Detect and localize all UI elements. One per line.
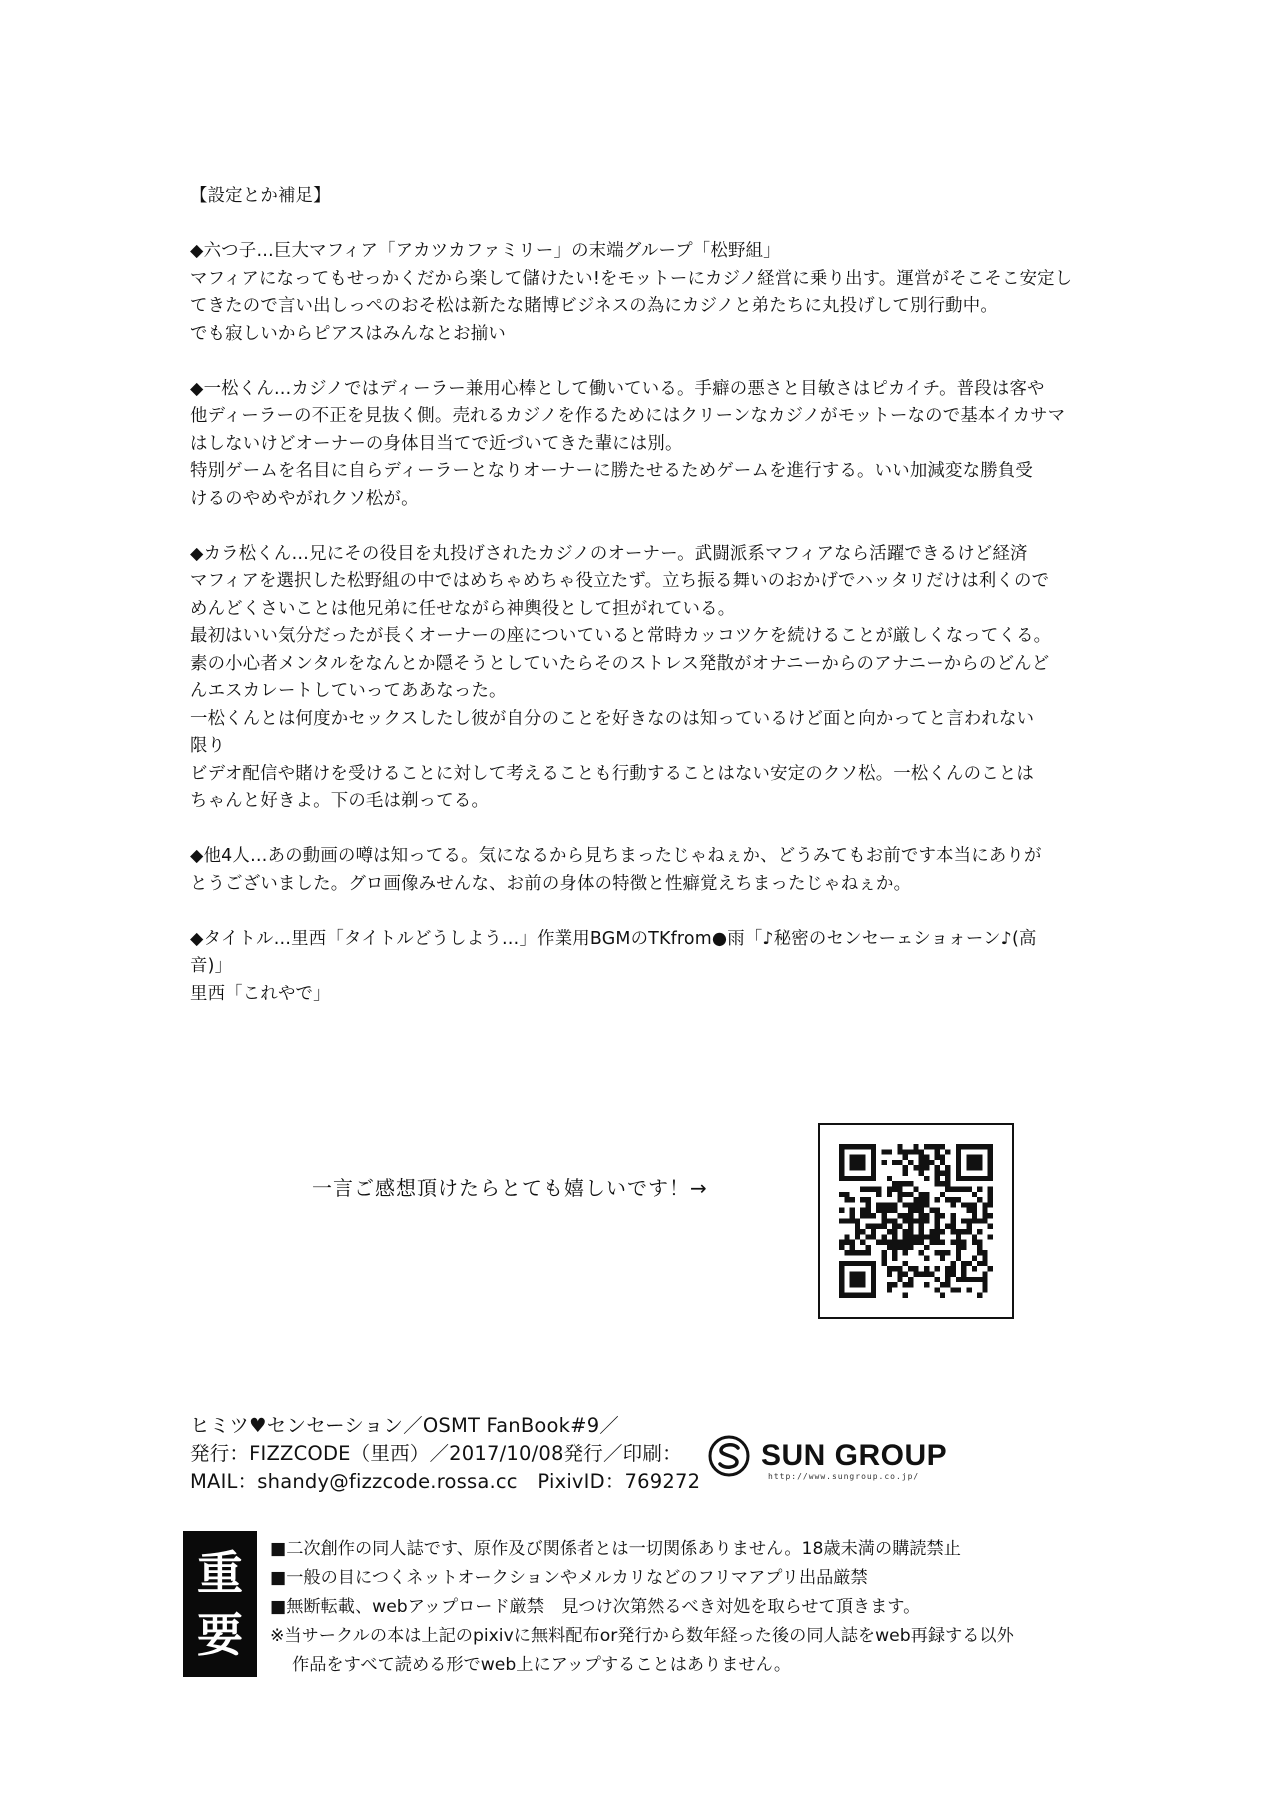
- feedback-request: 一言ご感想頂けたらとても嬉しいです！→: [312, 1176, 708, 1200]
- note-line: ◆六つ子…巨大マフィア「アカツカファミリー」の末端グループ「松野組」: [190, 241, 781, 261]
- spacer: [190, 211, 1105, 239]
- note-line: マフィアになってもせっかくだから楽して儲けたい!をモットーにカジノ経営に乗り出す。運営がそこそこ安定し: [190, 268, 1073, 289]
- note-line: はしないけどオーナーの身体目当てで近づいてきた輩には別。: [190, 433, 683, 454]
- section-sextuplets: [190, 238, 1105, 348]
- qr-code-icon[interactable]: [839, 1144, 993, 1298]
- important-notices: [270, 1535, 1130, 1680]
- section-karamatsu: [190, 541, 1105, 816]
- note-line: 他ディーラーの不正を見抜く側。売れるカジノを作るためにはクリーンなカジノがモットーなので基本イカサマ: [190, 406, 1066, 426]
- book-title-line: [190, 1412, 700, 1440]
- publisher-line: 発行：FIZZCODE（里西）／2017/10/08発行／印刷：: [190, 1442, 682, 1465]
- spacer: [190, 898, 1105, 926]
- colophon: [190, 1412, 700, 1496]
- note-line: でも寂しいからピアスはみんなとお揃い: [190, 323, 506, 344]
- badge-char: 重: [197, 1546, 243, 1600]
- note-line: ◆他4人…あの動画の噂は知ってる。気になるから見ちまったじゃねぇか、どうみてもお前です本当にありが: [190, 846, 1042, 866]
- note-line: 最初はいい気分だったが長くオーナーの座についていると常時カッコツケを続けることが厳しくなってくる。: [190, 626, 1052, 646]
- note-line: 一松くんとは何度かセックスしたし彼が自分のことを好きなのは知っているけど面と向かってと言われない: [190, 708, 1035, 729]
- important-badge: [183, 1531, 257, 1677]
- note-line: 素の小心者メンタルをなんとか隠そうとしていたらそのストレス発散がオナニーからのアナニーからのどんど: [190, 653, 1050, 674]
- note-line: めんどくさいことは他兄弟に任せながら神輿役として担がれている。: [190, 598, 736, 619]
- section-other-four: [190, 843, 1105, 898]
- notice-line: ※当サークルの本は上記のpixivに無料配布or発行から数年経った後の同人誌をweb再録する以外: [270, 1626, 1014, 1646]
- note-line: ◆タイトル…里西「タイトルどうしよう…」作業用BGMのTKfrom●雨「♪秘密のセンセーェショォーン♪(高: [190, 928, 1037, 949]
- spacer: [190, 513, 1105, 541]
- note-line: ちゃんと好きよ。下の毛は剃ってる。: [190, 791, 490, 811]
- printer-name: SUN GROUP: [761, 1439, 948, 1472]
- note-line: 限り: [190, 736, 226, 756]
- note-line: ◆一松くん…カジノではディーラー兼用心棒として働いている。手癖の悪さと目敏さはピカイチ。普段は客や: [190, 378, 1045, 399]
- note-line: とうございました。グロ画像みせんな、お前の身体の特徴と性癖覚えちまったじゃねぇか。: [190, 873, 912, 894]
- notice-line: ■無断転載、webアップロード厳禁 見つけ次第然るべき対処を取らせて頂きます。: [270, 1597, 921, 1617]
- note-line: 里西「これやで」: [190, 983, 331, 1004]
- section-ichimatsu: [190, 376, 1105, 514]
- book-series: センセーション／OSMT FanBook#9／: [266, 1414, 620, 1437]
- note-line: ビデオ配信や賭けを受けることに対して考えることも行動することはない安定のクソ松。一松くんのことは: [190, 763, 1035, 784]
- heart-icon: ♥: [249, 1414, 267, 1437]
- section-title: [190, 926, 1105, 1009]
- note-line: マフィアを選択した松野組の中ではめちゃめちゃ役立たず。立ち振る舞いのおかげでハッタリだけは利くので: [190, 571, 1050, 591]
- note-line: ◆カラ松くん…兄にその役目を丸投げされたカジノのオーナー。武闘派系マフィアなら活躍できるけど経済: [190, 543, 1028, 564]
- printer-url: http://www.sungroup.co.jp/: [768, 1472, 920, 1481]
- note-line: んエスカレートしていってああなった。: [190, 681, 507, 701]
- badge-char: 要: [197, 1608, 243, 1662]
- notice-line: 作品をすべて読める形でweb上にアップすることはありません。: [292, 1655, 792, 1675]
- note-line: けるのやめやがれクソ松が。: [190, 488, 419, 509]
- sun-group-logo-icon: [707, 1434, 751, 1478]
- note-line: 特別ゲームを名目に自らディーラーとなりオーナーに勝たせるためゲームを進行する。いい加減変な勝負受: [190, 461, 1033, 481]
- spacer: [190, 348, 1105, 376]
- supplementary-notes: [190, 183, 1105, 1008]
- contact-line: MAIL：shandy@fizzcode.rossa.cc PixivID：769272: [190, 1470, 701, 1493]
- notes-heading: 【設定とか補足】: [190, 186, 331, 206]
- note-line: てきたので言い出しっぺのおそ松は新たな賭博ビジネスの為にカジノと弟たちに丸投げして別行動中。: [190, 296, 998, 316]
- notice-line: ■一般の目につくネットオークションやメルカリなどのフリマアプリ出品厳禁: [270, 1568, 868, 1588]
- note-line: 音)」: [190, 956, 233, 976]
- book-title: ヒミツ: [190, 1414, 250, 1437]
- notice-line: ■二次創作の同人誌です、原作及び関係者とは一切関係ありません。18歳未満の購読禁止: [270, 1539, 961, 1559]
- qr-code-frame[interactable]: [818, 1123, 1014, 1319]
- spacer: [190, 816, 1105, 844]
